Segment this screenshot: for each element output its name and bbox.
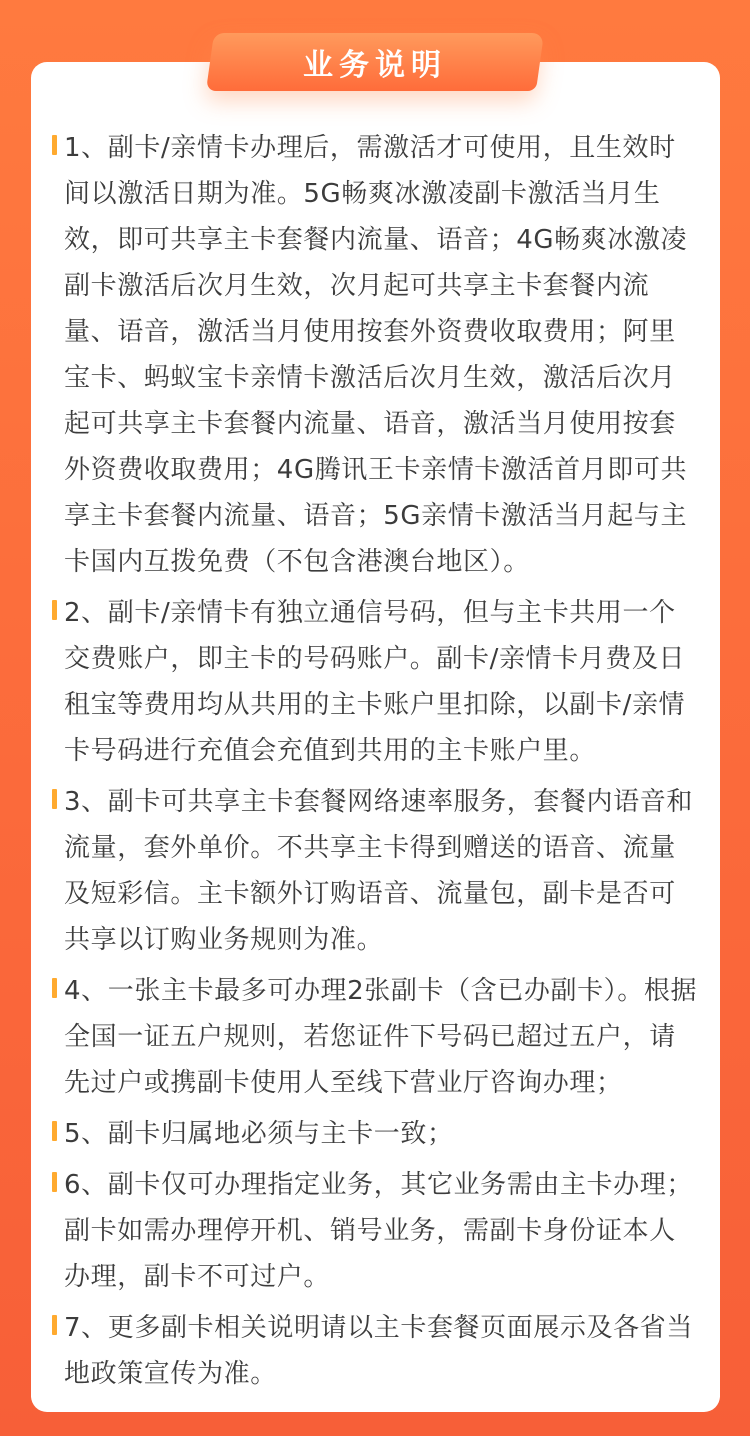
bullet-marker-icon [52,1172,57,1192]
list-item [52,968,702,1106]
list-item-text: 7、更多副卡相关说明请以主卡套餐页面展示及各省当地政策宣传为准。 [64,1313,693,1389]
list-item [52,1305,702,1397]
bullet-marker-icon [52,978,57,998]
bullet-marker-icon [52,1121,57,1141]
title-tab [210,33,540,91]
page-title: 业务说明 [303,48,447,83]
list-item-text: 4、一张主卡最多可办理2张副卡（含已办副卡）。根据全国一证五户规则，若您证件下号码已超过五户，请先过户或携副卡使用人至线下营业厅咨询办理； [64,976,698,1098]
list-item [52,1162,702,1300]
bullet-marker-icon [52,135,57,155]
list-item-text: 5、副卡归属地必须与主卡一致； [64,1119,454,1149]
list-item-text: 3、副卡可共享主卡套餐网络速率服务，套餐内语音和流量，套外单价。不共享主卡得到赠送的语音、流量及短彩信。主卡额外订购语音、流量包，副卡是否可共享以订购业务规则为准。 [64,787,693,955]
list-item [52,1111,702,1157]
list-item [52,590,702,774]
list-item-text: 2、副卡/亲情卡有独立通信号码，但与主卡共用一个交费账户，即主卡的号码账户。副卡/亲情卡月费及日租宝等费用均从共用的主卡账户里扣除，以副卡/亲情卡号码进行充值会充值到共用的主卡账户里。 [64,598,686,766]
list-item [52,779,702,963]
list-item-text: 1、副卡/亲情卡办理后，需激活才可使用，且生效时间以激活日期为准。5G畅爽冰激凌副卡激活当月生效，即可共享主卡套餐内流量、语音；4G畅爽冰激凌副卡激活后次月生效，次月起可共享主卡套餐内流量、语音，激活当月使用按套外资费收取费用；阿里宝卡、蚂蚁宝卡亲情卡激活后次月生效，激活后次月起可共享主卡套餐内流量、语音，激活当月使用按套外资费收取费用；4G腾讯王卡亲情卡激活首月即可共享主卡套餐内流量、语音；5G亲情卡激活当月起与主卡国内互拨免费（不包含港澳台地区）。 [64,133,688,577]
bullet-marker-icon [52,1315,57,1335]
bullet-marker-icon [52,789,57,809]
list-item [52,125,702,585]
list-item-text: 6、副卡仅可办理指定业务，其它业务需由主卡办理；副卡如需办理停开机、销号业务，需副卡身份证本人办理，副卡不可过户。 [64,1170,693,1292]
terms-list [52,125,702,1402]
bullet-marker-icon [52,600,57,620]
